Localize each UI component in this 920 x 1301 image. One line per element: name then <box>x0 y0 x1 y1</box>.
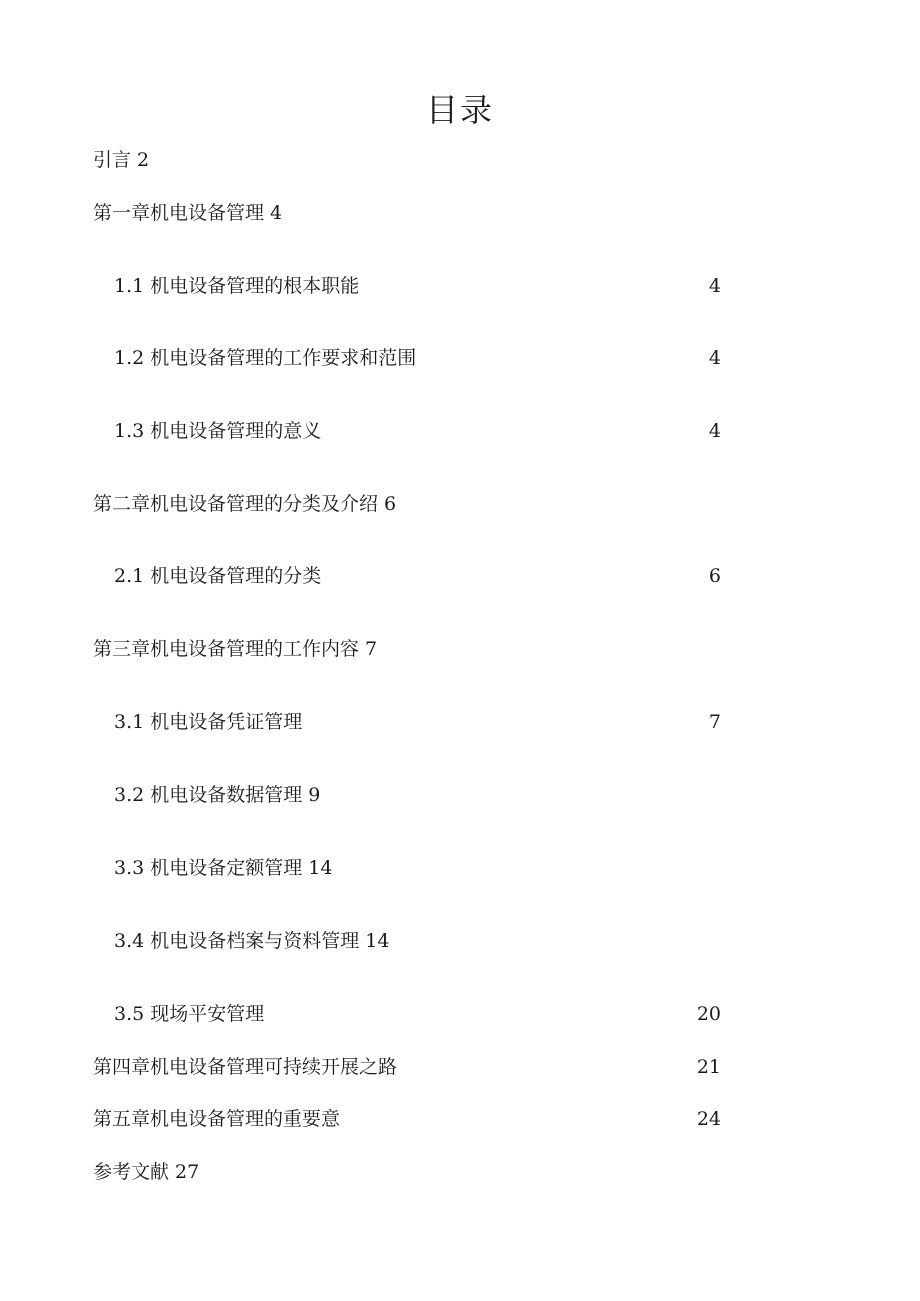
toc-entry-text: 1.2 机电设备管理的工作要求和范围 <box>114 347 417 369</box>
toc-entry-page: 4 <box>708 347 721 369</box>
toc-entry-page: 4 <box>708 420 721 442</box>
toc-entry-section-2-1 <box>0 561 920 591</box>
toc-entry-text: 3.2 机电设备数据管理 9 <box>114 784 321 806</box>
toc-entry-chapter-1 <box>0 198 920 228</box>
toc-entry-page: 7 <box>708 711 721 733</box>
toc-entry-text: 第二章机电设备管理的分类及介绍 6 <box>93 493 397 515</box>
toc-entry-text: 1.1 机电设备管理的根本职能 <box>114 275 360 297</box>
toc-entry-references <box>0 1157 920 1187</box>
toc-entry-intro <box>0 145 920 175</box>
toc-entry-section-1-3 <box>0 416 920 446</box>
toc-entry-text: 1.3 机电设备管理的意义 <box>114 420 322 442</box>
toc-entry-chapter-5 <box>0 1104 920 1134</box>
toc-entry-chapter-2 <box>0 489 920 519</box>
toc-entry-section-3-1 <box>0 707 920 737</box>
toc-entry-section-3-4 <box>0 926 920 956</box>
toc-entry-section-3-2 <box>0 780 920 810</box>
toc-entry-text: 引言 2 <box>93 149 150 171</box>
toc-entry-chapter-4 <box>0 1052 920 1082</box>
toc-entry-page: 21 <box>696 1056 721 1078</box>
toc-entry-page: 6 <box>708 565 721 587</box>
toc-entry-text: 3.4 机电设备档案与资料管理 14 <box>114 930 390 952</box>
toc-entry-section-3-3 <box>0 853 920 883</box>
toc-entry-text: 3.3 机电设备定额管理 14 <box>114 857 333 879</box>
toc-entry-text: 2.1 机电设备管理的分类 <box>114 565 322 587</box>
toc-entry-chapter-3 <box>0 634 920 664</box>
toc-entry-text: 参考文献 27 <box>93 1161 200 1183</box>
toc-entry-text: 第一章机电设备管理 4 <box>93 202 283 224</box>
toc-entry-text: 第五章机电设备管理的重要意 <box>93 1108 341 1130</box>
toc-title: 目录 <box>425 91 494 129</box>
toc-entry-text: 3.5 现场平安管理 <box>114 1003 265 1025</box>
toc-entry-page: 4 <box>708 275 721 297</box>
toc-entry-page: 20 <box>696 1003 721 1025</box>
toc-entry-section-3-5 <box>0 999 920 1029</box>
toc-entry-text: 第三章机电设备管理的工作内容 7 <box>93 638 378 660</box>
toc-entry-section-1-2 <box>0 343 920 373</box>
toc-entry-text: 3.1 机电设备凭证管理 <box>114 711 303 733</box>
toc-entry-section-1-1 <box>0 271 920 301</box>
toc-entry-page: 24 <box>696 1108 721 1130</box>
toc-entry-text: 第四章机电设备管理可持续开展之路 <box>93 1056 398 1078</box>
